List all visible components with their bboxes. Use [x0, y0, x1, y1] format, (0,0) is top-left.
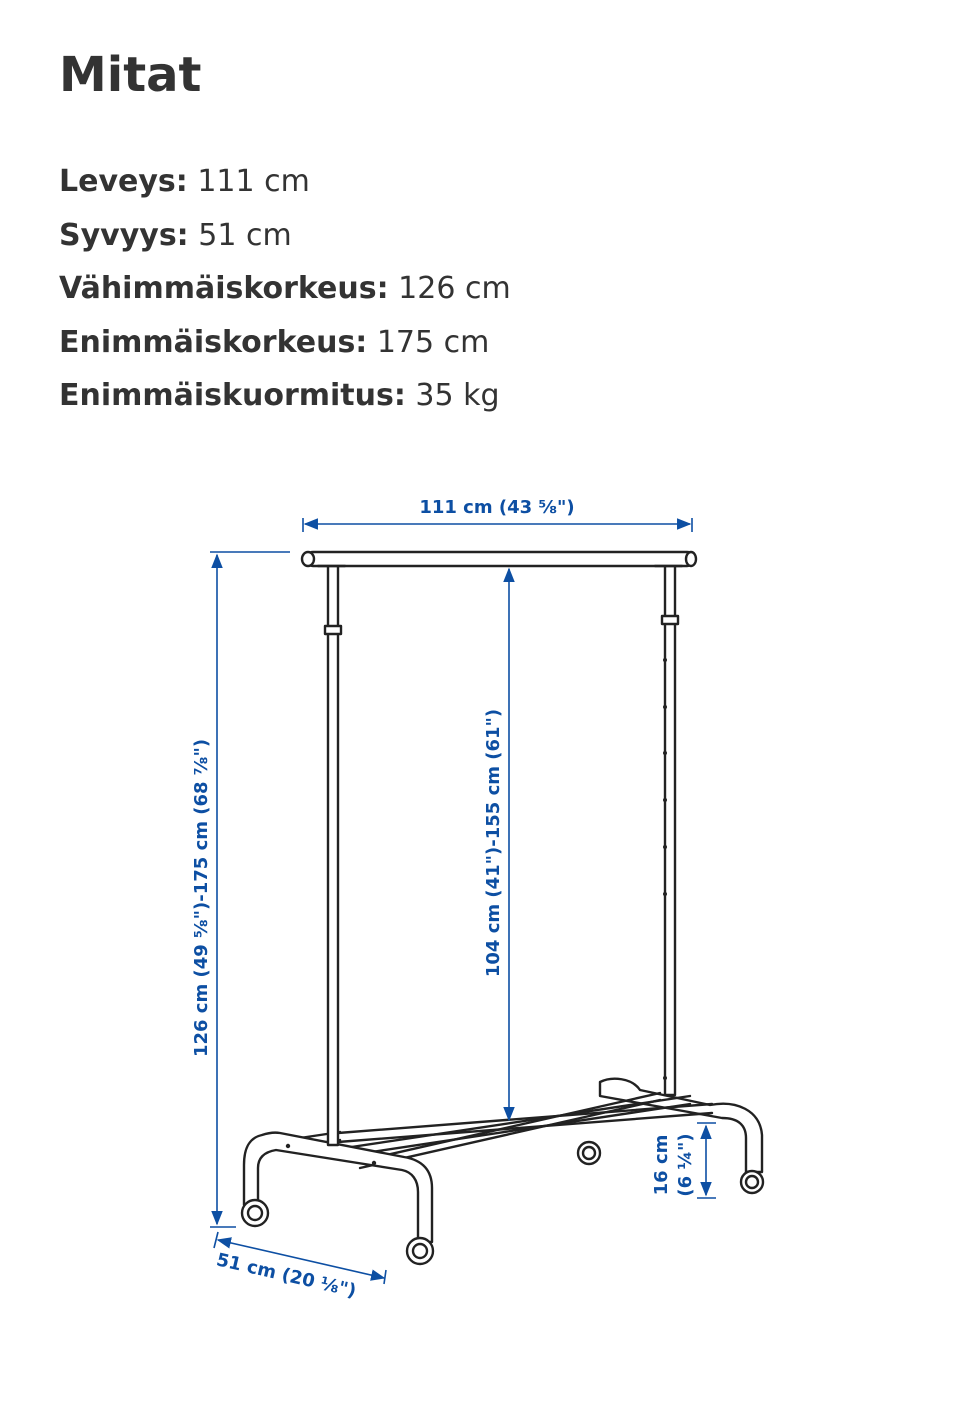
spec-label: Enimmäiskuormitus: — [59, 378, 406, 413]
rack-right-upright — [665, 565, 675, 1095]
rack-front-base — [244, 1133, 432, 1242]
spec-value: 175 cm — [376, 324, 490, 360]
spec-value: 126 cm — [398, 271, 511, 306]
shelf-height-dimension-label-line2: (6 ¼") — [675, 1133, 696, 1197]
height-dimension-label: 126 cm (49 ⅝")-175 cm (68 ⅞") — [191, 738, 212, 1058]
inner-height-dimension-label: 104 cm (41")-155 cm (61") — [483, 708, 504, 978]
spec-value: 111 cm — [197, 164, 310, 199]
spec-value: 35 kg — [415, 378, 500, 413]
rack-caster-front-right — [407, 1238, 433, 1264]
spec-label: Enimmäiskorkeus: — [59, 324, 368, 360]
rack-top-rail — [306, 552, 694, 566]
width-dimension-label: 111 cm (43 ⅝") — [419, 497, 575, 518]
spec-label: Syvyys: — [59, 217, 189, 253]
rack-caster-front-left — [242, 1200, 268, 1226]
spec-label: Vähimmäiskorkeus: — [59, 271, 389, 306]
rack-caster-back-right — [741, 1171, 763, 1193]
depth-dimension-label: 51 cm (20 ⅛") — [214, 1249, 359, 1302]
rack-caster-back-left — [578, 1142, 600, 1164]
dimension-lines — [210, 518, 716, 1284]
rack-left-upright — [328, 565, 338, 1145]
page-title: Mitat — [59, 47, 202, 103]
spec-value: 51 cm — [198, 217, 292, 253]
shelf-height-dimension-label-line1: 16 cm — [651, 1134, 672, 1196]
spec-label: Leveys: — [59, 164, 188, 199]
